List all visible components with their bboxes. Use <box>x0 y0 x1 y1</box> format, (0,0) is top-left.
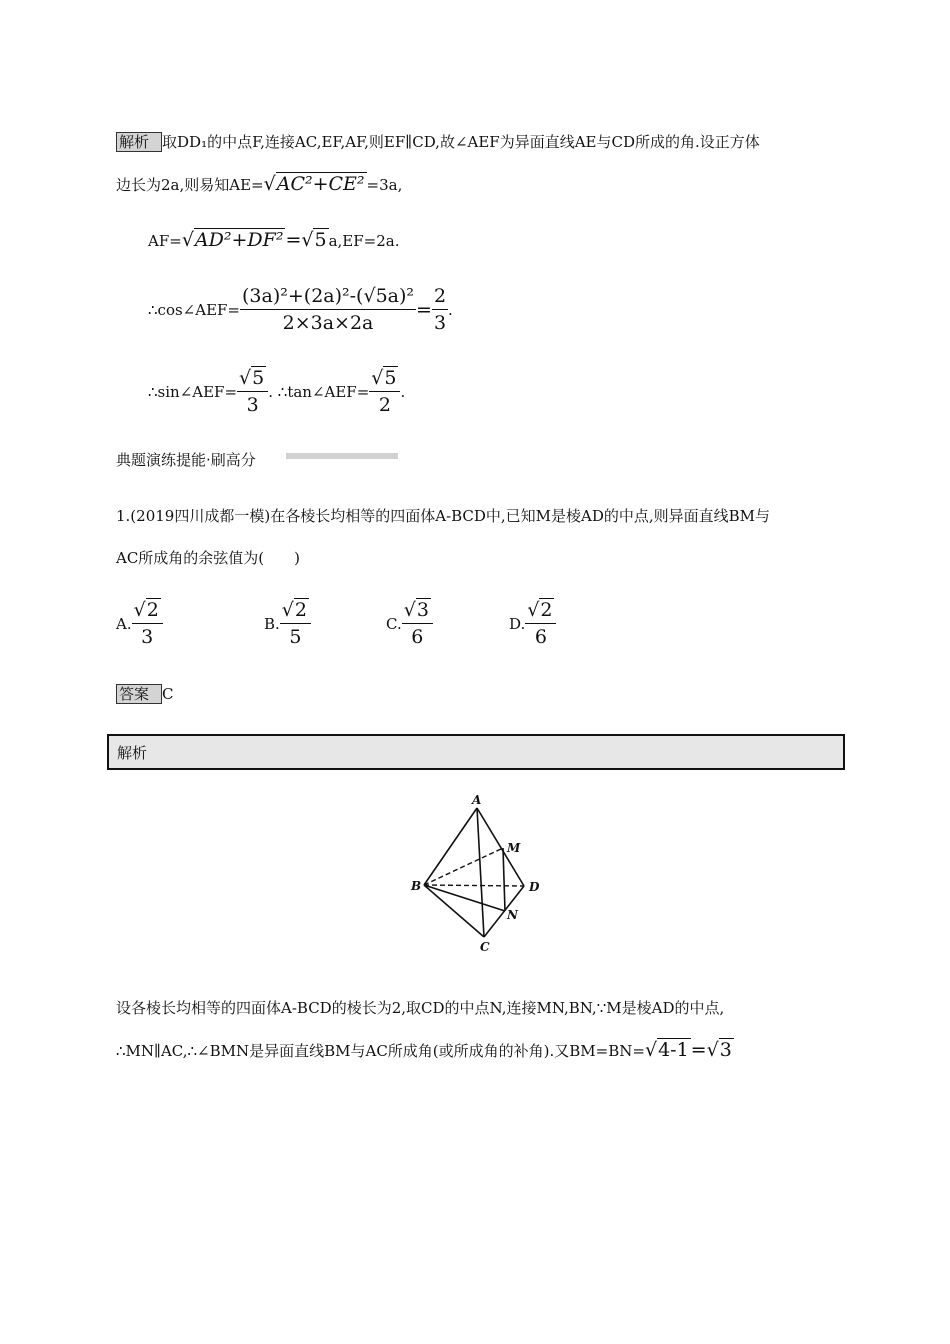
radicand: 5 <box>314 229 327 251</box>
cos-numerator: (3a)²+(2a)²-(√5a)² <box>240 284 416 310</box>
result-denominator: 3 <box>433 312 447 334</box>
text-suffix: a,EF=2a. <box>328 232 400 250</box>
option-denominator: 6 <box>411 626 424 648</box>
period: . <box>400 383 406 401</box>
sin-radicand: 5 <box>252 367 265 389</box>
option-radicand: 2 <box>146 599 159 621</box>
radicand: 3 <box>719 1039 732 1061</box>
question-line-2: AC所成角的余弦值为( ) <box>116 549 301 567</box>
option-label: A. <box>116 615 132 633</box>
option-denominator: 5 <box>289 626 302 648</box>
edge-ab <box>424 808 477 885</box>
sqrt-expression: √AC²+CE² <box>263 173 365 195</box>
period: . <box>448 301 453 319</box>
analysis-line-2 <box>116 172 402 195</box>
sqrt-3: √3 <box>706 1039 732 1061</box>
label-m: M <box>507 841 521 855</box>
analysis-text-1: 取DD₁的中点F,连接AC,EF,AF,则EF∥CD,故∠AEF为异面直线AE与CD所成的角.设正方体 <box>162 133 760 151</box>
label-b: B <box>411 879 422 893</box>
option-c[interactable] <box>386 598 433 650</box>
equals: = <box>285 229 302 251</box>
option-radicand: 2 <box>294 599 307 621</box>
analysis-tag: 解析 <box>116 132 162 152</box>
label-d: D <box>529 880 540 894</box>
radicand: 4-1 <box>658 1039 689 1061</box>
section-title-bar <box>286 453 398 459</box>
option-label: D. <box>509 615 526 633</box>
text-prefix: AF= <box>148 232 182 250</box>
cos-line <box>148 284 453 336</box>
option-denominator: 6 <box>534 626 547 648</box>
question-line-1: 1.(2019四川成都一模)在各棱长均相等的四面体A-BCD中,已知M是棱AD的中点,则异面直线BM与 <box>116 507 771 525</box>
option-b[interactable] <box>264 598 311 650</box>
option-a[interactable] <box>116 598 163 650</box>
text-prefix: 边长为2a,则易知AE= <box>116 176 264 194</box>
segment-bn <box>424 885 505 911</box>
option-fraction: $\frac{√2}{6}$ <box>525 598 556 650</box>
option-denominator: 3 <box>141 626 154 648</box>
sin-prefix: ∴sin∠AEF= <box>148 383 238 401</box>
option-label: B. <box>264 615 280 633</box>
tetrahedron-figure <box>400 786 560 958</box>
sqrt-expression: √AD²+DF² <box>181 229 284 251</box>
sin-tan-line <box>148 366 405 418</box>
equals: = <box>416 299 432 321</box>
analysis2-line-2 <box>116 1038 734 1061</box>
option-radicand: 3 <box>416 599 429 621</box>
option-d[interactable] <box>509 598 556 650</box>
option-fraction: $\frac{√2}{5}$ <box>280 598 311 650</box>
answer-tag: 答案 <box>116 684 162 704</box>
analysis2-line-1: 设各棱长均相等的四面体A-BCD的棱长为2,取CD的中点N,连接MN,BN,∵M是棱AD的中点, <box>116 999 725 1017</box>
sin-fraction: $\frac{√5}{3}$ <box>237 366 268 418</box>
edge-ac <box>477 808 484 937</box>
option-label: C. <box>386 615 402 633</box>
option-fraction: $\frac{√3}{6}$ <box>402 598 433 650</box>
analysis-header-box <box>107 734 845 770</box>
equals: = <box>690 1039 707 1061</box>
cos-result <box>432 284 448 336</box>
section-title: 典题演练提能·刷高分 <box>116 451 256 469</box>
analysis-header-label: 解析 <box>117 744 148 762</box>
tan-radicand: 5 <box>384 367 397 389</box>
result-numerator: 2 <box>432 284 448 310</box>
label-a: A <box>472 793 482 807</box>
edge-bc <box>424 885 484 937</box>
radicand: AC²+CE² <box>276 173 365 195</box>
answer-value: C <box>162 685 174 703</box>
label-n: N <box>507 908 518 922</box>
text-suffix: =3a, <box>366 176 403 194</box>
label-c: C <box>480 940 490 954</box>
text-prefix: ∴MN∥AC,∴∠BMN是异面直线BM与AC所成角(或所成角的补角).又BM=BN= <box>116 1042 645 1060</box>
tan-denominator: 2 <box>378 394 391 416</box>
tan-fraction: $\frac{√5}{2}$ <box>369 366 400 418</box>
tan-prefix: . ∴tan∠AEF= <box>268 383 370 401</box>
cos-denominator: 2×3a×2a <box>282 312 374 334</box>
analysis-line-1 <box>116 132 760 152</box>
edge-bd <box>424 885 524 886</box>
cos-fraction <box>240 284 416 336</box>
cos-prefix: ∴cos∠AEF= <box>148 301 240 319</box>
sin-denominator: 3 <box>246 394 259 416</box>
analysis-line-3 <box>148 228 399 251</box>
sqrt-expression: √4-1 <box>644 1039 689 1061</box>
sqrt-5: √5 <box>301 229 327 251</box>
segment-mn <box>503 848 505 911</box>
option-radicand: 2 <box>540 599 553 621</box>
answer-line <box>116 684 174 704</box>
radicand: AD²+DF² <box>194 229 284 251</box>
option-fraction: $\frac{√2}{3}$ <box>132 598 163 650</box>
